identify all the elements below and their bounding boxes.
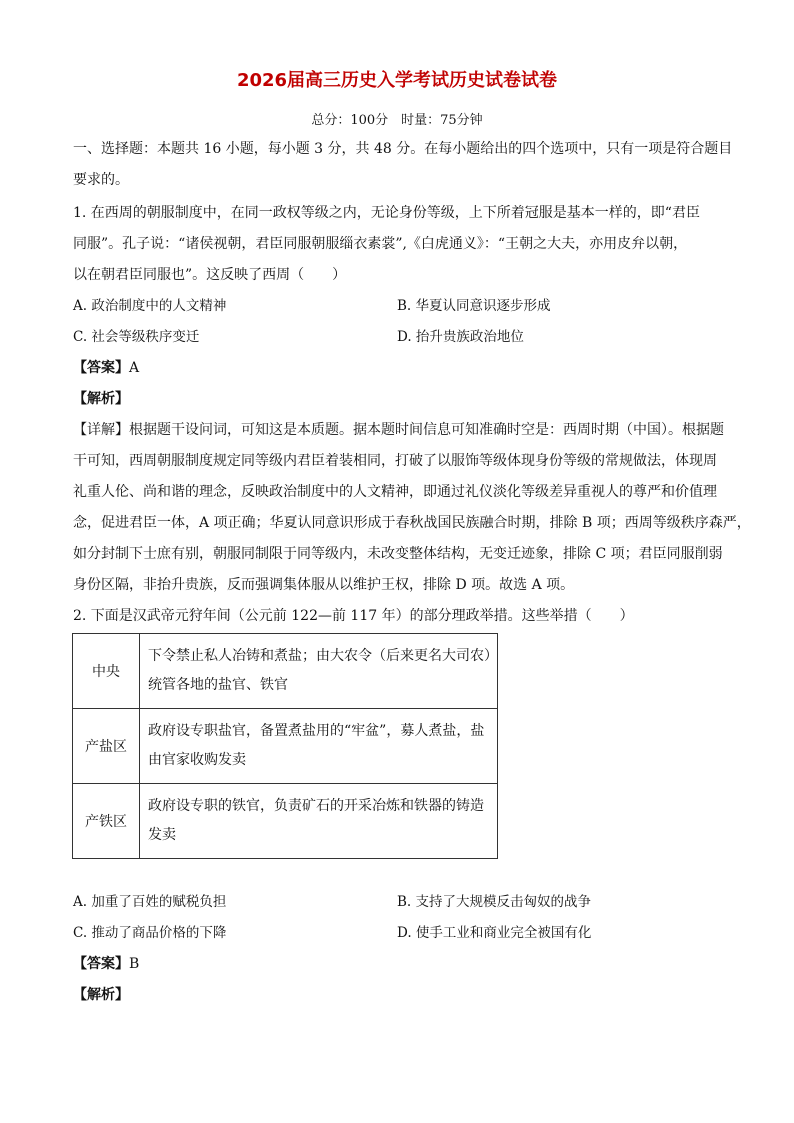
section-instructions-line-2: 要求的。: [73, 172, 129, 188]
q1-answer: [73, 358, 723, 378]
table-row: [73, 784, 498, 859]
q1-answer-value: A: [129, 360, 140, 376]
table-row: [73, 634, 498, 709]
q1-answer-label: 【答案】: [73, 360, 129, 376]
q1-detail-line-5: 如分封制下士庶有别，朝服同制限于同等级内，未改变整体结构，无变迁迹象，排除 C 项；君臣同服削弱: [73, 546, 723, 562]
q1-option-d: D. 抬升贵族政治地位: [397, 329, 524, 345]
q1-option-c: C. 社会等级秩序变迁: [73, 329, 200, 345]
q2-option-d: D. 使手工业和商业完全被国有化: [397, 925, 592, 941]
table-key-cell: 产铁区: [73, 784, 140, 859]
q2-table: [72, 633, 498, 859]
q1-stem-line-1: 1. 在西周的朝服制度中，在同一政权等级之内，无论身份等级，上下所着冠服是基本一样的，即“君臣: [73, 205, 700, 221]
table-row: [73, 709, 498, 784]
table-key-cell: 产盐区: [73, 709, 140, 784]
q1-detail-line-1: 【详解】根据题干设问词，可知这是本质题。据本题时间信息可知准确时空是：西周时期（中国）。根据题: [73, 422, 724, 438]
table-value-cell: 政府设专职盐官，备置煮盐用的“牢盆”，募人煮盐，盐由官家收购发卖: [140, 709, 498, 784]
exam-title: 2026届高三历史入学考试历史试卷试卷: [236, 70, 558, 91]
q2-stem: 2. 下面是汉武帝元狩年间（公元前 122—前 117 年）的部分理政举措。这些举措（ ）: [73, 608, 634, 624]
q1-detail-line-6: 身份区隔，非抬升贵族，反而强调集体服从以维护王权，排除 D 项。故选 A 项。: [73, 577, 575, 593]
q2-option-c: C. 推动了商品价格的下降: [73, 925, 227, 941]
q2-answer: [73, 954, 723, 974]
q1-detail-line-2: 干可知，西周朝服制度规定同等级内君臣着装相同，打破了以服饰等级体现身份等级的常规做法，体现周: [73, 453, 717, 469]
q1-detail-line-3: 礼重人伦、尚和谐的理念，反映政治制度中的人文精神，即通过礼仪淡化等级差异重视人的尊严和价值理: [73, 484, 717, 500]
q2-option-b: B. 支持了大规模反击匈奴的战争: [397, 894, 592, 910]
q2-answer-value: B: [129, 956, 140, 972]
table-value-cell: 下令禁止私人冶铸和煮盐；由大农令（后来更名大司农）统管各地的盐官、铁官: [140, 634, 498, 709]
q2-analysis-label: 【解析】: [73, 987, 129, 1003]
q1-stem-line-2: 同服”。孔子说：“诸侯视朝，君臣同服朝服缁衣素裳”,《白虎通义》：“王朝之大夫，亦用皮弁以朝，: [73, 236, 688, 252]
q2-answer-label: 【答案】: [73, 956, 129, 972]
q1-detail-line-4: 念，促进君臣一体，A 项正确；华夏认同意识形成于春秋战国民族融合时期，排除 B 项；西周等级秩序森严，: [73, 515, 751, 531]
table-key-cell: 中央: [73, 634, 140, 709]
table-value-cell: 政府设专职的铁官，负责矿石的开采冶炼和铁器的铸造发卖: [140, 784, 498, 859]
exam-meta: 总分：100分 时量：75分钟: [311, 113, 483, 128]
q2-option-a: A. 加重了百姓的赋税负担: [73, 894, 227, 910]
q1-stem-line-3: 以在朝君臣同服也”。这反映了西周（ ）: [73, 267, 347, 283]
q1-option-a: A. 政治制度中的人文精神: [73, 298, 227, 314]
section-instructions-line-1: 一、选择题：本题共 16 小题，每小题 3 分，共 48 分。在每小题给出的四个选项中，只有一项是符合题目: [73, 141, 733, 157]
q1-analysis-label: 【解析】: [73, 391, 129, 407]
q1-option-b: B. 华夏认同意识逐步形成: [397, 298, 551, 314]
